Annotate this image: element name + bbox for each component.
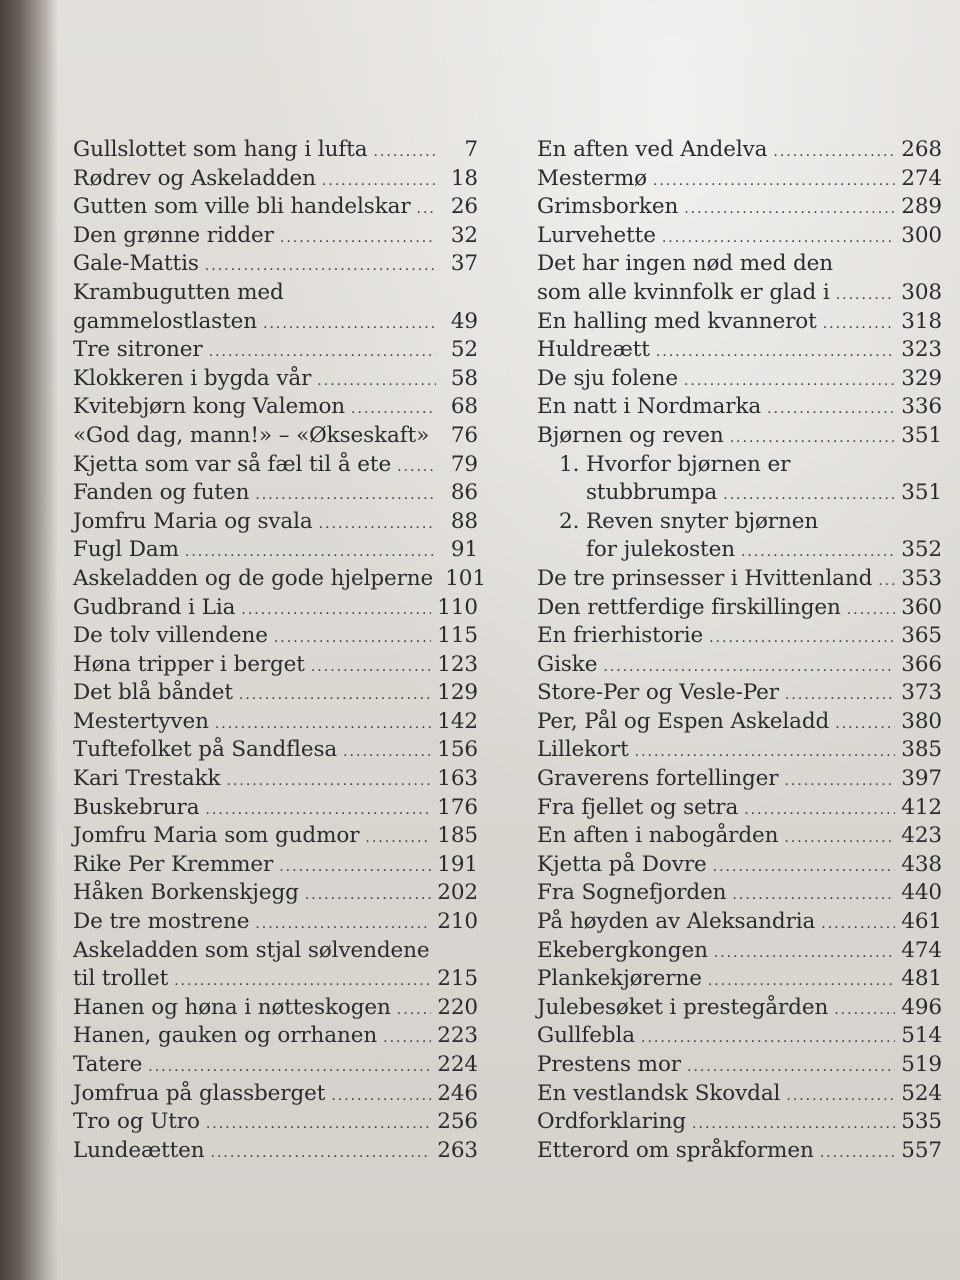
toc-entry: Rødrev og Askeladden ..... 18 bbox=[73, 166, 478, 195]
toc-entry: Ordforklaring ..... 535 bbox=[537, 1109, 942, 1138]
toc-entry: Graverens fortellinger ..... 397 bbox=[537, 766, 942, 795]
toc-entry: Gullslottet som hang i lufta ..... 7 bbox=[73, 137, 478, 166]
toc-entry: Store-Per og Vesle-Per ..... 373 bbox=[537, 680, 942, 709]
toc-entry: Huldreætt ..... 323 bbox=[537, 337, 942, 366]
toc-entry: De tolv villendene ..... 115 bbox=[73, 623, 478, 652]
toc-entry: Jomfru Maria som gudmor ..... 185 bbox=[73, 823, 478, 852]
toc-entry: Jomfrua på glassberget ..... 246 bbox=[73, 1081, 478, 1110]
toc-entry: De tre prinsesser i Hvittenland ..... 353 bbox=[537, 566, 942, 595]
toc-left-column bbox=[73, 137, 486, 1166]
toc-entry: 2. Reven snyter bjørnen bbox=[559, 508, 819, 534]
toc-entry: Kari Trestakk ..... 163 bbox=[73, 766, 478, 795]
toc-entry: Etterord om språkformen ..... 557 bbox=[537, 1138, 942, 1167]
toc-entry: Mestertyven ..... 142 bbox=[73, 709, 478, 738]
toc-entry: Hanen, gauken og orrhanen ..... 223 bbox=[73, 1023, 478, 1052]
toc-entry: til trollet ..... 215 bbox=[73, 966, 478, 995]
toc-entry: Det blå båndet ..... 129 bbox=[73, 680, 478, 709]
toc-entry: Hanen og høna i nøtteskogen ..... 220 bbox=[73, 995, 478, 1024]
toc-entry: Grimsborken ..... 289 bbox=[537, 194, 942, 223]
toc-entry: Det har ingen nød med den bbox=[537, 251, 834, 277]
toc-entry: Den rettferdige firskillingen ..... 360 bbox=[537, 595, 942, 624]
toc-entry: Tre sitroner ..... 52 bbox=[73, 337, 478, 366]
toc-entry: 1. Hvorfor bjørnen er bbox=[559, 451, 791, 477]
toc-entry: Lillekort ..... 385 bbox=[537, 737, 942, 766]
toc-entry: Krambugutten med bbox=[73, 279, 284, 305]
toc-entry: De tre mostrene ..... 210 bbox=[73, 909, 478, 938]
toc-entry: Gale-Mattis ..... 37 bbox=[73, 251, 478, 280]
toc-entry: Fra fjellet og setra ..... 412 bbox=[537, 795, 942, 824]
toc-entry: Buskebrura ..... 176 bbox=[73, 795, 478, 824]
toc-entry: Fugl Dam ..... 91 bbox=[73, 537, 478, 566]
toc-entry: Lundeætten ..... 263 bbox=[73, 1138, 478, 1167]
toc-right-column bbox=[537, 137, 942, 1166]
toc-entry: Jomfru Maria og svala ..... 88 bbox=[73, 509, 478, 538]
toc-entry: gammelostlasten ..... 49 bbox=[73, 309, 478, 338]
toc-entry: Gullfebla ..... 514 bbox=[537, 1023, 942, 1052]
toc-entry: Kjetta som var så fæl til å ete ..... 79 bbox=[73, 452, 478, 481]
toc-entry: «God dag, mann!» – «Økseskaft» ..... 76 bbox=[73, 423, 478, 452]
toc-entry: En aften i nabogården ..... 423 bbox=[537, 823, 942, 852]
toc-entry: Mestermø ..... 274 bbox=[537, 166, 942, 195]
toc-entry: Askeladden og de gode hjelperne 101 bbox=[73, 565, 486, 591]
toc-entry: Høna tripper i berget ..... 123 bbox=[73, 652, 478, 681]
toc-entry: Giske ..... 366 bbox=[537, 652, 942, 681]
toc-entry: Tatere ..... 224 bbox=[73, 1052, 478, 1081]
toc-entry: En frierhistorie ..... 365 bbox=[537, 623, 942, 652]
toc-entry: Julebesøket i prestegården ..... 496 bbox=[537, 995, 942, 1024]
toc-entry: for julekosten ..... 352 bbox=[537, 537, 942, 566]
toc-entry: Fanden og futen ..... 86 bbox=[73, 480, 478, 509]
toc-entry: Kvitebjørn kong Valemon ..... 68 bbox=[73, 394, 478, 423]
toc-entry: De sju folene ..... 329 bbox=[537, 366, 942, 395]
toc-entry: Bjørnen og reven ..... 351 bbox=[537, 423, 942, 452]
toc-entry: Gudbrand i Lia ..... 110 bbox=[73, 595, 478, 624]
toc-entry: Klokkeren i bygda vår ..... 58 bbox=[73, 366, 478, 395]
toc-entry: En vestlandsk Skovdal ..... 524 bbox=[537, 1081, 942, 1110]
toc-entry: Kjetta på Dovre ..... 438 bbox=[537, 852, 942, 881]
toc-entry: Askeladden som stjal sølvendene bbox=[73, 937, 430, 963]
toc-entry: På høyden av Aleksandria ..... 461 bbox=[537, 909, 942, 938]
toc-entry: Prestens mor ..... 519 bbox=[537, 1052, 942, 1081]
toc-entry: En natt i Nordmarka ..... 336 bbox=[537, 394, 942, 423]
toc-entry: som alle kvinnfolk er glad i ..... 308 bbox=[537, 280, 942, 309]
toc-entry: En aften ved Andelva ..... 268 bbox=[537, 137, 942, 166]
toc-entry: Rike Per Kremmer ..... 191 bbox=[73, 852, 478, 881]
toc-entry: Plankekjørerne ..... 481 bbox=[537, 966, 942, 995]
toc-entry: Tro og Utro ..... 256 bbox=[73, 1109, 478, 1138]
toc-entry: Gutten som ville bli handelskar ..... 26 bbox=[73, 194, 478, 223]
toc-entry: stubbrumpa ..... 351 bbox=[537, 480, 942, 509]
toc-entry: Lurvehette ..... 300 bbox=[537, 223, 942, 252]
toc-entry: Tuftefolket på Sandflesa ..... 156 bbox=[73, 737, 478, 766]
page-edge-shadow bbox=[0, 0, 58, 1280]
toc-entry: Fra Sognefjorden ..... 440 bbox=[537, 880, 942, 909]
toc-entry: Per, Pål og Espen Askeladd ..... 380 bbox=[537, 709, 942, 738]
toc-entry: Ekebergkongen ..... 474 bbox=[537, 938, 942, 967]
toc-entry: Den grønne ridder ..... 32 bbox=[73, 223, 478, 252]
toc-entry: En halling med kvannerot ..... 318 bbox=[537, 309, 942, 338]
toc-entry: Håken Borkenskjegg ..... 202 bbox=[73, 880, 478, 909]
